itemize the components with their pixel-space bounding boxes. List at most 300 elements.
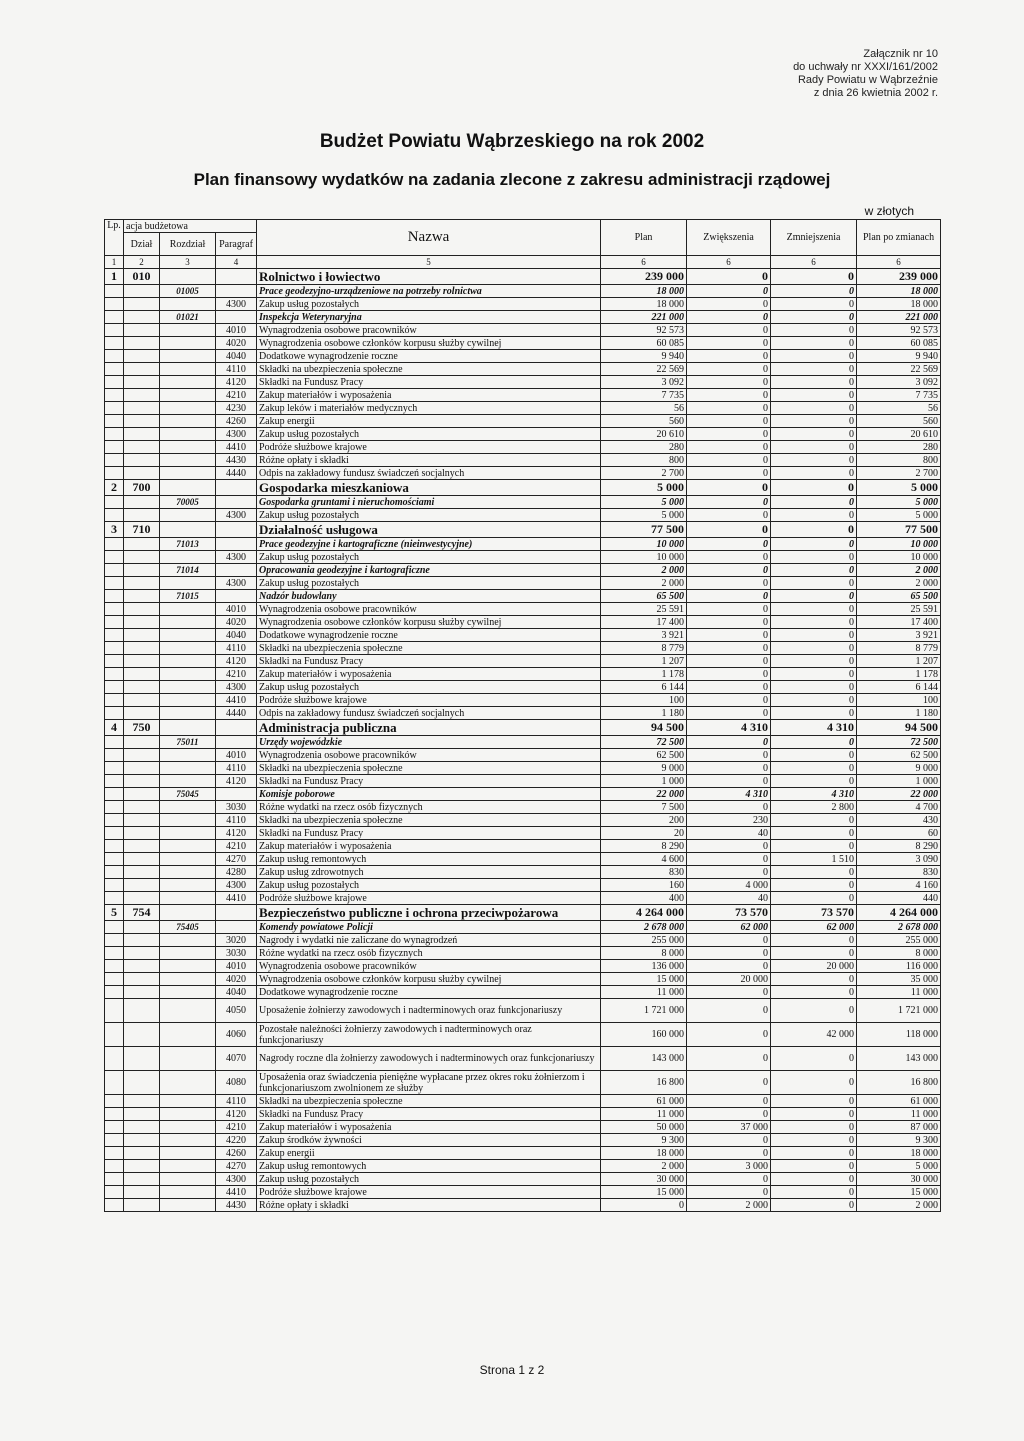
- section-row: [105, 269, 941, 285]
- paragraf-code: 4120: [216, 1108, 257, 1121]
- increase-value: 20 000: [687, 973, 771, 986]
- plan-value: 5 000: [601, 480, 687, 496]
- increase-value: 0: [687, 986, 771, 999]
- decrease-value: 0: [771, 681, 857, 694]
- row-lp: [105, 389, 124, 402]
- rozdzial-code: [160, 467, 216, 480]
- rozdzial-code: [160, 1134, 216, 1147]
- paragraf-code: 4120: [216, 775, 257, 788]
- row-lp: [105, 853, 124, 866]
- subsection-row: [105, 590, 941, 603]
- item-name: Zakup materiałów i wyposażenia: [257, 840, 601, 853]
- table-row: [105, 577, 941, 590]
- rozdzial-code: [160, 441, 216, 454]
- plan-value: 65 500: [601, 590, 687, 603]
- item-name: Różne opłaty i składki: [257, 1199, 601, 1212]
- rozdzial-code: 71015: [160, 590, 216, 603]
- plan-value: 0: [601, 1199, 687, 1212]
- plan-after-value: 60: [857, 827, 941, 840]
- dzial-code: [124, 749, 160, 762]
- paragraf-code: 4260: [216, 415, 257, 428]
- column-number: 1: [105, 256, 124, 269]
- plan-value: 50 000: [601, 1121, 687, 1134]
- table-row: [105, 1095, 941, 1108]
- decrease-value: 0: [771, 1160, 857, 1173]
- plan-value: 9 300: [601, 1134, 687, 1147]
- increase-value: 230: [687, 814, 771, 827]
- paragraf-code: [216, 590, 257, 603]
- plan-after-value: 800: [857, 454, 941, 467]
- dzial-code: 750: [124, 720, 160, 736]
- rozdzial-code: [160, 707, 216, 720]
- section-row: [105, 720, 941, 736]
- plan-after-value: 61 000: [857, 1095, 941, 1108]
- paragraf-code: [216, 480, 257, 496]
- plan-after-value: 5 000: [857, 496, 941, 509]
- paragraf-code: 4010: [216, 960, 257, 973]
- rozdzial-code: [160, 999, 216, 1023]
- item-name: Zakup usług zdrowotnych: [257, 866, 601, 879]
- table-row: [105, 629, 941, 642]
- table-row: [105, 1071, 941, 1095]
- plan-after-value: 17 400: [857, 616, 941, 629]
- row-lp: [105, 814, 124, 827]
- paragraf-code: 4300: [216, 428, 257, 441]
- plan-value: 18 000: [601, 298, 687, 311]
- plan-value: 255 000: [601, 934, 687, 947]
- paragraf-code: 4080: [216, 1071, 257, 1095]
- item-name: Zakup usług remontowych: [257, 1160, 601, 1173]
- paragraf-code: [216, 311, 257, 324]
- increase-value: 0: [687, 1047, 771, 1071]
- rozdzial-code: [160, 801, 216, 814]
- dzial-code: [124, 415, 160, 428]
- plan-value: 280: [601, 441, 687, 454]
- increase-value: 40: [687, 892, 771, 905]
- plan-value: 22 000: [601, 788, 687, 801]
- plan-after-value: 11 000: [857, 1108, 941, 1121]
- increase-value: 0: [687, 564, 771, 577]
- plan-value: 800: [601, 454, 687, 467]
- row-lp: [105, 788, 124, 801]
- rozdzial-code: [160, 668, 216, 681]
- row-lp: [105, 921, 124, 934]
- paragraf-code: [216, 538, 257, 551]
- row-lp: [105, 350, 124, 363]
- table-row: [105, 1173, 941, 1186]
- decrease-value: 0: [771, 707, 857, 720]
- paragraf-code: 4050: [216, 999, 257, 1023]
- item-name: Zakup usług pozostałych: [257, 1173, 601, 1186]
- plan-after-value: 22 569: [857, 363, 941, 376]
- increase-value: 0: [687, 762, 771, 775]
- rozdzial-code: [160, 415, 216, 428]
- dzial-code: [124, 616, 160, 629]
- plan-value: 9 000: [601, 762, 687, 775]
- paragraf-code: 4300: [216, 577, 257, 590]
- table-header-row: [105, 220, 941, 233]
- table-row: [105, 1023, 941, 1047]
- paragraf-code: 4210: [216, 389, 257, 402]
- plan-after-value: 5 000: [857, 480, 941, 496]
- plan-after-value: 2 000: [857, 564, 941, 577]
- dzial-code: [124, 564, 160, 577]
- dzial-code: [124, 694, 160, 707]
- item-name: Dodatkowe wynagrodzenie roczne: [257, 986, 601, 999]
- row-lp: [105, 564, 124, 577]
- table-row: [105, 389, 941, 402]
- table-row: [105, 853, 941, 866]
- row-lp: [105, 1160, 124, 1173]
- dzial-code: [124, 441, 160, 454]
- plan-after-value: 116 000: [857, 960, 941, 973]
- row-lp: [105, 801, 124, 814]
- increase-value: 0: [687, 467, 771, 480]
- row-lp: [105, 629, 124, 642]
- dzial-code: [124, 337, 160, 350]
- plan-after-value: 4 160: [857, 879, 941, 892]
- plan-after-value: 5 000: [857, 509, 941, 522]
- plan-value: 1 178: [601, 668, 687, 681]
- plan-value: 20: [601, 827, 687, 840]
- increase-value: 0: [687, 324, 771, 337]
- decrease-value: 0: [771, 376, 857, 389]
- plan-value: 18 000: [601, 285, 687, 298]
- decrease-value: 0: [771, 522, 857, 538]
- decrease-value: 0: [771, 866, 857, 879]
- item-name: Komisje poborowe: [257, 788, 601, 801]
- table-row: [105, 775, 941, 788]
- rozdzial-code: [160, 1071, 216, 1095]
- paragraf-code: 4410: [216, 1186, 257, 1199]
- decrease-value: 0: [771, 973, 857, 986]
- paragraf-code: 4010: [216, 324, 257, 337]
- increase-value: 0: [687, 1186, 771, 1199]
- table-row: [105, 467, 941, 480]
- item-name: Wynagrodzenia osobowe członków korpusu służby cywilnej: [257, 973, 601, 986]
- plan-value: 1 207: [601, 655, 687, 668]
- rozdzial-code: [160, 681, 216, 694]
- rozdzial-code: [160, 1047, 216, 1071]
- plan-value: 4 600: [601, 853, 687, 866]
- dzial-code: [124, 973, 160, 986]
- row-lp: [105, 577, 124, 590]
- dzial-code: [124, 775, 160, 788]
- paragraf-code: 4300: [216, 879, 257, 892]
- plan-after-value: 8 779: [857, 642, 941, 655]
- increase-value: 0: [687, 960, 771, 973]
- rozdzial-code: [160, 827, 216, 840]
- plan-value: 2 700: [601, 467, 687, 480]
- row-lp: [105, 1147, 124, 1160]
- rozdzial-code: [160, 749, 216, 762]
- row-lp: [105, 866, 124, 879]
- item-name: Różne wydatki na rzecz osób fizycznych: [257, 801, 601, 814]
- item-name: Zakup energii: [257, 1147, 601, 1160]
- plan-after-value: 72 500: [857, 736, 941, 749]
- table-row: [105, 840, 941, 853]
- item-name: Zakup usług remontowych: [257, 853, 601, 866]
- increase-value: 0: [687, 681, 771, 694]
- rozdzial-code: [160, 879, 216, 892]
- item-name: Działalność usługowa: [257, 522, 601, 538]
- item-name: Podróże służbowe krajowe: [257, 441, 601, 454]
- dzial-code: [124, 402, 160, 415]
- item-name: Rolnictwo i łowiectwo: [257, 269, 601, 285]
- plan-after-value: 280: [857, 441, 941, 454]
- subsection-row: [105, 311, 941, 324]
- dzial-code: [124, 1147, 160, 1160]
- row-lp: [105, 827, 124, 840]
- decrease-value: 0: [771, 749, 857, 762]
- decrease-value: 0: [771, 285, 857, 298]
- decrease-value: 0: [771, 496, 857, 509]
- item-name: Składki na Fundusz Pracy: [257, 1108, 601, 1121]
- column-number: 6: [857, 256, 941, 269]
- increase-value: 0: [687, 999, 771, 1023]
- plan-value: 160 000: [601, 1023, 687, 1047]
- plan-value: 56: [601, 402, 687, 415]
- plan-value: 200: [601, 814, 687, 827]
- dzial-code: [124, 1173, 160, 1186]
- plan-after-value: 62 500: [857, 749, 941, 762]
- plan-after-value: 4 700: [857, 801, 941, 814]
- rozdzial-code: [160, 947, 216, 960]
- plan-after-value: 10 000: [857, 551, 941, 564]
- plan-value: 77 500: [601, 522, 687, 538]
- plan-after-value: 100: [857, 694, 941, 707]
- increase-value: 0: [687, 454, 771, 467]
- row-lp: [105, 538, 124, 551]
- dzial-code: [124, 1199, 160, 1212]
- dzial-code: [124, 892, 160, 905]
- rozdzial-code: [160, 480, 216, 496]
- column-number-row: [105, 256, 941, 269]
- rozdzial-code: [160, 1095, 216, 1108]
- item-name: Inspekcja Weterynaryjna: [257, 311, 601, 324]
- decrease-value: 0: [771, 480, 857, 496]
- paragraf-code: 4020: [216, 973, 257, 986]
- dzial-code: [124, 298, 160, 311]
- plan-after-value: 18 000: [857, 285, 941, 298]
- dzial-code: [124, 681, 160, 694]
- row-lp: [105, 1047, 124, 1071]
- plan-value: 100: [601, 694, 687, 707]
- plan-after-value: 143 000: [857, 1047, 941, 1071]
- dzial-code: [124, 853, 160, 866]
- increase-value: 0: [687, 1071, 771, 1095]
- paragraf-code: 3030: [216, 947, 257, 960]
- dzial-code: [124, 1108, 160, 1121]
- row-lp: [105, 947, 124, 960]
- increase-value: 0: [687, 298, 771, 311]
- paragraf-code: 4120: [216, 827, 257, 840]
- dzial-code: [124, 496, 160, 509]
- paragraf-code: [216, 720, 257, 736]
- row-lp: [105, 1108, 124, 1121]
- plan-after-value: 7 735: [857, 389, 941, 402]
- increase-value: 0: [687, 441, 771, 454]
- plan-value: 2 000: [601, 564, 687, 577]
- section-row: [105, 480, 941, 496]
- decrease-value: 0: [771, 415, 857, 428]
- rozdzial-code: 01005: [160, 285, 216, 298]
- plan-after-value: 830: [857, 866, 941, 879]
- decrease-value: 0: [771, 655, 857, 668]
- dzial-code: [124, 1071, 160, 1095]
- item-name: Zakup usług pozostałych: [257, 879, 601, 892]
- table-row: [105, 324, 941, 337]
- dzial-code: [124, 960, 160, 973]
- decrease-value: 0: [771, 668, 857, 681]
- paragraf-code: [216, 269, 257, 285]
- column-number: 2: [124, 256, 160, 269]
- plan-after-value: 1 721 000: [857, 999, 941, 1023]
- table-row: [105, 934, 941, 947]
- plan-after-value: 2 000: [857, 577, 941, 590]
- row-lp: [105, 376, 124, 389]
- plan-after-value: 3 090: [857, 853, 941, 866]
- table-row: [105, 655, 941, 668]
- item-name: Podróże służbowe krajowe: [257, 694, 601, 707]
- dzial-code: [124, 655, 160, 668]
- row-lp: [105, 363, 124, 376]
- plan-after-value: 94 500: [857, 720, 941, 736]
- rozdzial-code: [160, 642, 216, 655]
- plan-after-value: 30 000: [857, 1173, 941, 1186]
- paragraf-code: 4110: [216, 363, 257, 376]
- decrease-value: 0: [771, 564, 857, 577]
- increase-value: 0: [687, 311, 771, 324]
- dzial-code: [124, 642, 160, 655]
- rozdzial-code: [160, 1173, 216, 1186]
- increase-value: 4 310: [687, 788, 771, 801]
- plan-value: 2 678 000: [601, 921, 687, 934]
- table-row: [105, 681, 941, 694]
- item-name: Odpis na zakładowy fundusz świadczeń socjalnych: [257, 707, 601, 720]
- decrease-value: 0: [771, 1121, 857, 1134]
- plan-after-value: 239 000: [857, 269, 941, 285]
- decrease-value: 0: [771, 269, 857, 285]
- row-lp: [105, 934, 124, 947]
- row-lp: [105, 762, 124, 775]
- dzial-code: [124, 1186, 160, 1199]
- decrease-value: 0: [771, 1047, 857, 1071]
- paragraf-code: [216, 736, 257, 749]
- increase-value: 37 000: [687, 1121, 771, 1134]
- plan-value: 30 000: [601, 1173, 687, 1186]
- paragraf-code: [216, 921, 257, 934]
- plan-value: 8 779: [601, 642, 687, 655]
- table-row: [105, 509, 941, 522]
- paragraf-code: 4210: [216, 840, 257, 853]
- plan-after-value: 2 700: [857, 467, 941, 480]
- decrease-value: 0: [771, 827, 857, 840]
- plan-after-value: 65 500: [857, 590, 941, 603]
- dzial-code: [124, 428, 160, 441]
- section-row: [105, 522, 941, 538]
- row-lp: [105, 415, 124, 428]
- row-lp: [105, 694, 124, 707]
- header-nazwa: Nazwa: [257, 220, 601, 256]
- item-name: Uposażenie żołnierzy zawodowych i nadterminowych oraz funkcjonariuszy: [257, 999, 601, 1023]
- decrease-value: 62 000: [771, 921, 857, 934]
- item-name: Składki na ubezpieczenia społeczne: [257, 762, 601, 775]
- item-name: Zakup usług pozostałych: [257, 577, 601, 590]
- increase-value: 0: [687, 337, 771, 350]
- plan-after-value: 1 178: [857, 668, 941, 681]
- item-name: Urzędy wojewódzkie: [257, 736, 601, 749]
- attachment-line: Załącznik nr 10: [863, 48, 938, 60]
- plan-value: 5 000: [601, 509, 687, 522]
- column-number: 3: [160, 256, 216, 269]
- increase-value: 73 570: [687, 905, 771, 921]
- decrease-value: 0: [771, 454, 857, 467]
- dzial-code: 754: [124, 905, 160, 921]
- plan-after-value: 77 500: [857, 522, 941, 538]
- increase-value: 4 310: [687, 720, 771, 736]
- plan-after-value: 92 573: [857, 324, 941, 337]
- paragraf-code: 4060: [216, 1023, 257, 1047]
- paragraf-code: 4410: [216, 441, 257, 454]
- row-lp: [105, 285, 124, 298]
- rozdzial-code: [160, 1023, 216, 1047]
- rozdzial-code: [160, 840, 216, 853]
- paragraf-code: 4410: [216, 892, 257, 905]
- row-lp: [105, 496, 124, 509]
- increase-value: 0: [687, 389, 771, 402]
- table-row: [105, 616, 941, 629]
- paragraf-code: 4110: [216, 642, 257, 655]
- increase-value: 0: [687, 522, 771, 538]
- dzial-code: [124, 736, 160, 749]
- item-name: Komendy powiatowe Policji: [257, 921, 601, 934]
- rozdzial-code: [160, 603, 216, 616]
- header-lp: Lp.: [105, 220, 124, 256]
- increase-value: 0: [687, 428, 771, 441]
- row-lp: [105, 999, 124, 1023]
- row-lp: [105, 892, 124, 905]
- increase-value: 0: [687, 947, 771, 960]
- row-lp: 3: [105, 522, 124, 538]
- paragraf-code: 4010: [216, 603, 257, 616]
- row-lp: [105, 1134, 124, 1147]
- row-lp: [105, 668, 124, 681]
- item-name: Wynagrodzenia osobowe członków korpusu służby cywilnej: [257, 337, 601, 350]
- plan-value: 61 000: [601, 1095, 687, 1108]
- paragraf-code: 4410: [216, 694, 257, 707]
- dzial-code: [124, 376, 160, 389]
- plan-value: 10 000: [601, 538, 687, 551]
- decrease-value: 0: [771, 363, 857, 376]
- dzial-code: [124, 350, 160, 363]
- table-row: [105, 298, 941, 311]
- plan-value: 15 000: [601, 1186, 687, 1199]
- row-lp: [105, 879, 124, 892]
- rozdzial-code: [160, 694, 216, 707]
- decrease-value: 0: [771, 1147, 857, 1160]
- rozdzial-code: [160, 866, 216, 879]
- rozdzial-code: [160, 269, 216, 285]
- decrease-value: 0: [771, 590, 857, 603]
- dzial-code: [124, 879, 160, 892]
- rozdzial-code: [160, 1147, 216, 1160]
- decrease-value: 0: [771, 642, 857, 655]
- item-name: Administracja publiczna: [257, 720, 601, 736]
- increase-value: 0: [687, 577, 771, 590]
- subsection-row: [105, 921, 941, 934]
- plan-after-value: 1 000: [857, 775, 941, 788]
